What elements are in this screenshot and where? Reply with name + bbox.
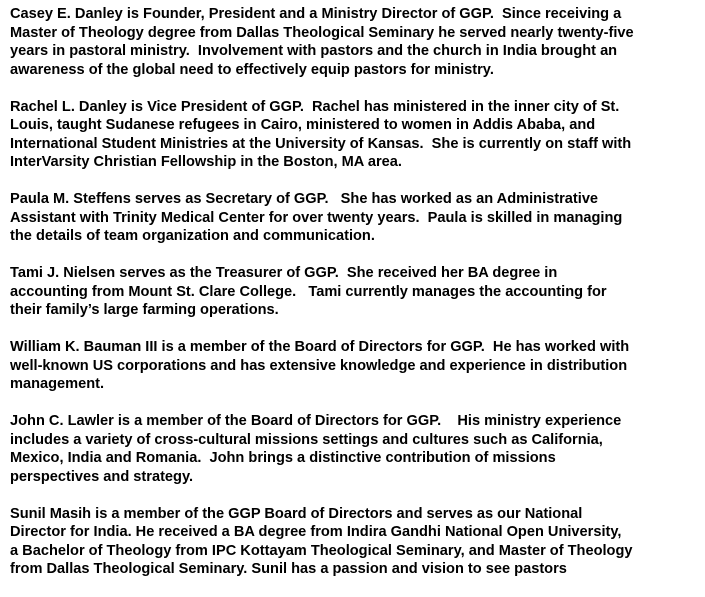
text-line: well-known US corporations and has extensive knowledge and experience in distribution	[10, 357, 628, 374]
text-line: Tami J. Nielsen serves as the Treasurer of GGP. She received her BA degree in	[10, 265, 558, 281]
text-line: their family’s large farming operations.	[10, 302, 279, 318]
text-line: John C. Lawler is a member of the Board of Directors for GGP. His ministry experience	[10, 413, 622, 429]
bio-sunil-masih	[10, 505, 700, 579]
text-line: the details of team organization and communication.	[10, 228, 375, 244]
text-line: perspectives and strategy.	[10, 468, 194, 485]
bio-paula-steffens	[10, 190, 700, 246]
text-line: Assistant with Trinity Medical Center for over twenty years. Paula is skilled in managing	[10, 209, 623, 226]
text-line: Paula M. Steffens serves as Secretary of GGP. She has worked as an Administrative	[10, 191, 599, 207]
text-line: Louis, taught Sudanese refugees in Cairo, ministered to women in Addis Ababa, and	[10, 117, 596, 133]
text-line: a Bachelor of Theology from IPC Kottayam Theological Seminary, and Master of Theology	[10, 542, 633, 559]
text-line: accounting from Mount St. Clare College. Tami currently manages the accounting for	[10, 283, 607, 300]
text-line: includes a variety of cross-cultural missions settings and cultures such as California,	[10, 431, 603, 448]
text-line: awareness of the global need to effectively equip pastors for ministry.	[10, 61, 494, 78]
bio-john-lawler	[10, 412, 700, 486]
text-line: Mexico, India and Romania. John brings a distinctive contribution of missions	[10, 450, 556, 466]
text-line: InterVarsity Christian Fellowship in the Boston, MA area.	[10, 154, 402, 170]
bio-william-bauman	[10, 338, 700, 394]
text-line: Master of Theology degree from Dallas Theological Seminary he served nearly twenty-five	[10, 24, 634, 41]
document-body	[10, 5, 700, 597]
text-line: years in pastoral ministry. Involvement with pastors and the church in India brought an	[10, 43, 618, 59]
bio-tami-nielsen	[10, 264, 700, 320]
text-line: Casey E. Danley is Founder, President and a Ministry Director of GGP. Since receiving a	[10, 6, 622, 22]
text-line: Sunil Masih is a member of the GGP Board of Directors and serves as our National	[10, 505, 583, 522]
text-line: Director for India. He received a BA degree from Indira Gandhi National Open University,	[10, 524, 622, 540]
text-line: management.	[10, 376, 105, 392]
text-line: Rachel L. Danley is Vice President of GGP. Rachel has ministered in the inner city of St.	[10, 98, 620, 115]
text-line: International Student Ministries at the University of Kansas. She is currently on staff with	[10, 135, 632, 152]
text-line: from Dallas Theological Seminary. Sunil has a passion and vision to see pastors	[10, 561, 567, 577]
text-line: William K. Bauman III is a member of the Board of Directors for GGP. He has worked with	[10, 339, 630, 355]
bio-casey-danley	[10, 5, 700, 79]
bio-rachel-danley	[10, 98, 700, 172]
